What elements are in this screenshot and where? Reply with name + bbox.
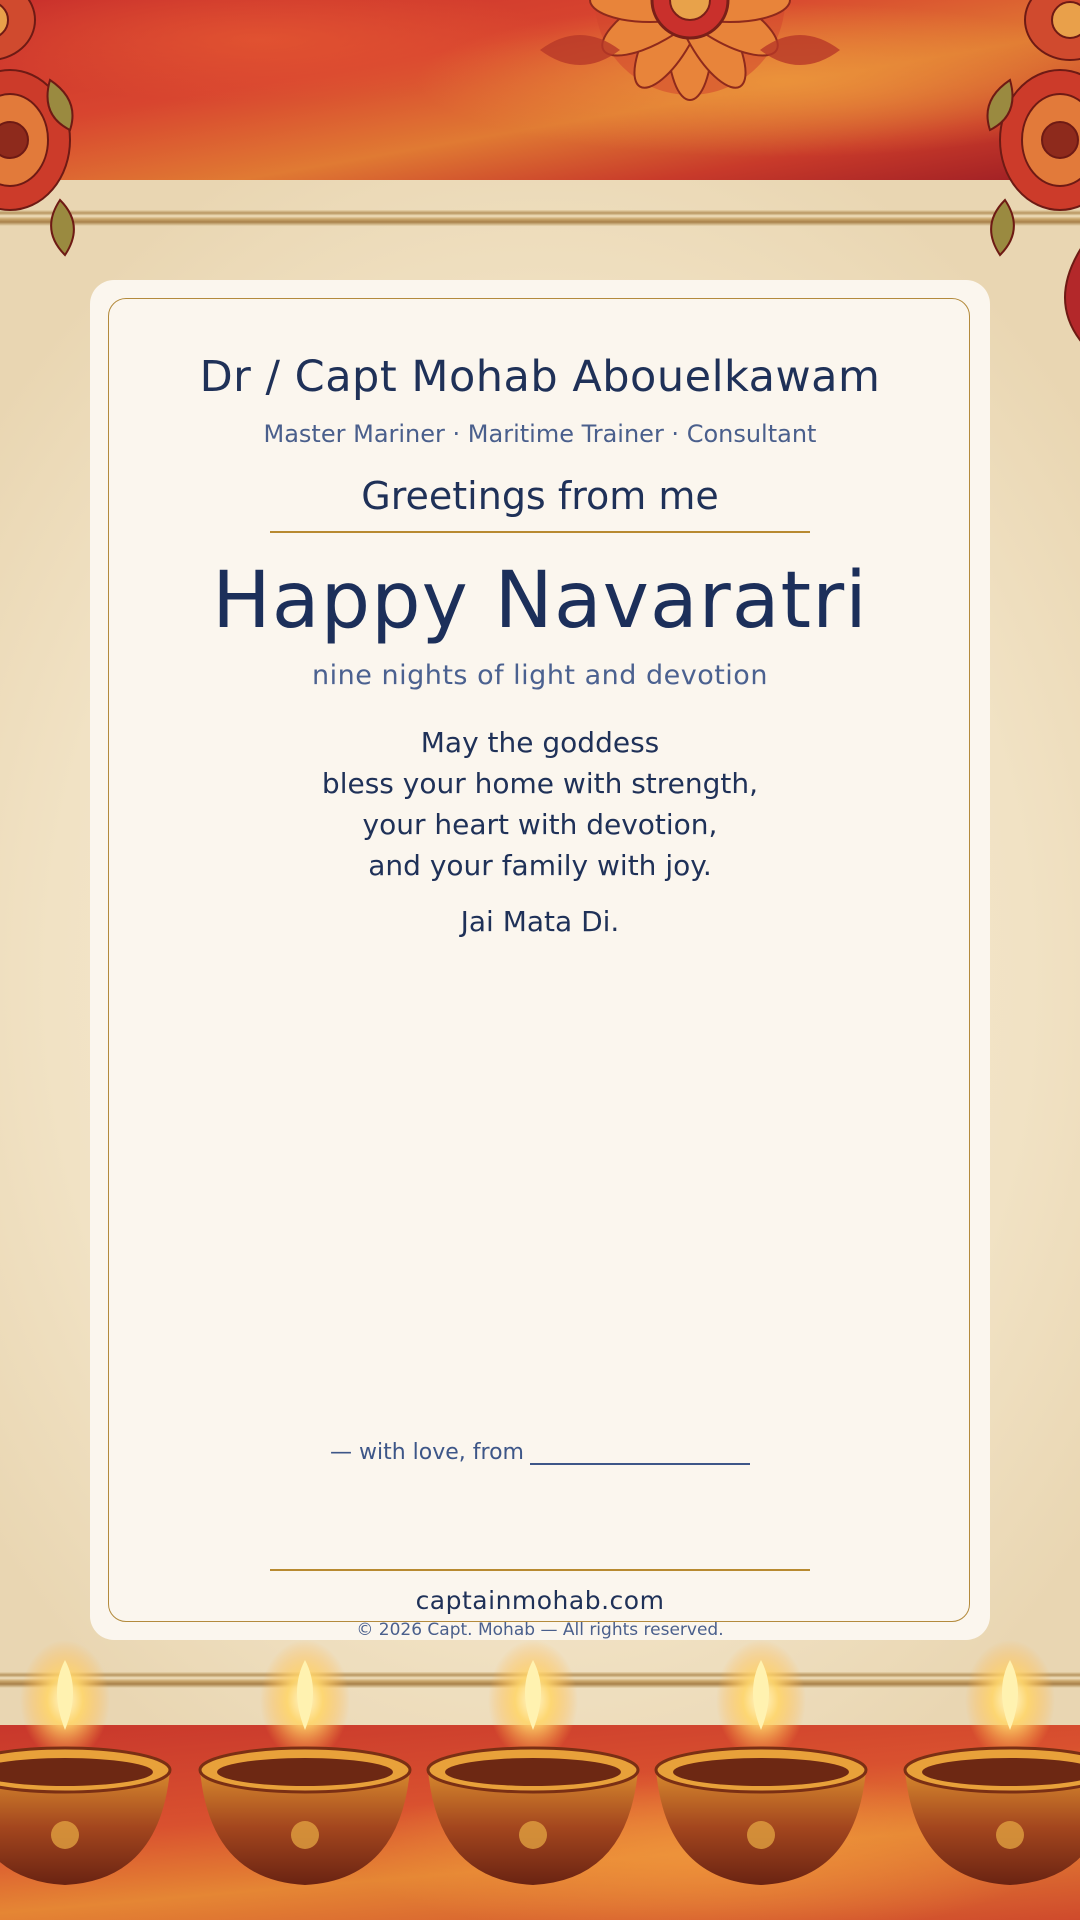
signoff bbox=[0, 1440, 1080, 1465]
signature-line bbox=[530, 1441, 750, 1465]
tagline: nine nights of light and devotion bbox=[312, 660, 768, 691]
mandala-flower-icon bbox=[490, 0, 890, 140]
diya-oil-lamp-icon bbox=[0, 1640, 180, 1900]
divider bbox=[270, 1569, 810, 1571]
diya-oil-lamp-icon bbox=[190, 1640, 420, 1900]
blessing-line: May the goddess bbox=[420, 726, 660, 759]
diya-oil-lamp-icon bbox=[895, 1640, 1080, 1900]
diya-oil-lamp-icon bbox=[646, 1640, 876, 1900]
diya-oil-lamp-icon bbox=[418, 1640, 648, 1900]
website-link[interactable]: captainmohab.com bbox=[415, 1586, 665, 1615]
blessing-line: your heart with devotion, bbox=[362, 808, 718, 841]
divider bbox=[270, 531, 810, 533]
headline: Happy Navaratri bbox=[212, 556, 868, 646]
blessing-message bbox=[0, 722, 1080, 886]
greeting-text: Greetings from me bbox=[361, 474, 719, 518]
blessing-line: bless your home with strength, bbox=[321, 767, 759, 800]
closing-text: Jai Mata Di. bbox=[460, 905, 620, 938]
author-name: Dr / Capt Mohab Abouelkawam bbox=[199, 352, 881, 402]
signoff-label: — with love, from bbox=[330, 1440, 524, 1465]
blessing-line: and your family with joy. bbox=[368, 849, 712, 882]
author-roles: Master Mariner · Maritime Trainer · Consultant bbox=[263, 420, 817, 448]
copyright-text: © 2026 Capt. Mohab — All rights reserved. bbox=[356, 1620, 724, 1640]
top-gold-rail bbox=[0, 210, 1080, 226]
